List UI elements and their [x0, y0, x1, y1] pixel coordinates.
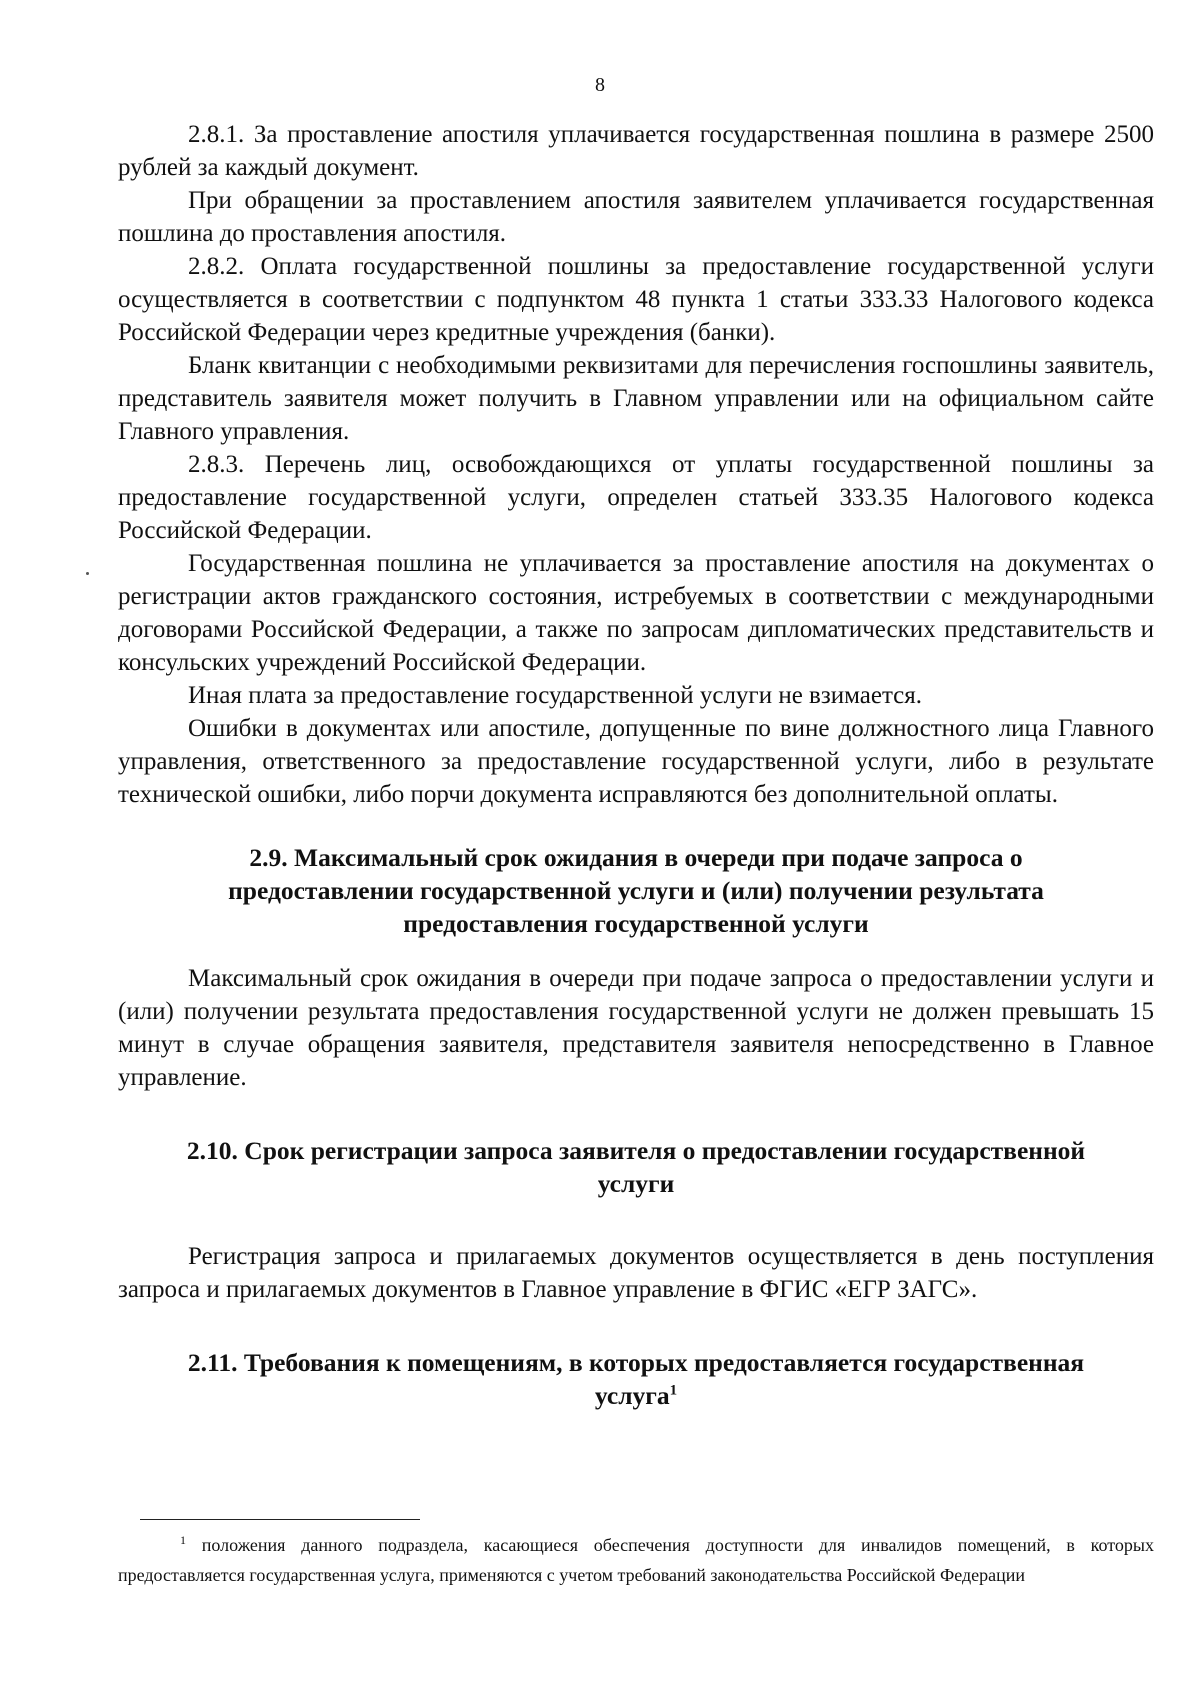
paragraph-receipt-form: Бланк квитанции с необходимыми реквизитами для перечисления госпошлины заявитель, представитель заявителя может получить в Главном управлении или на официальном сайте Главного управления. [118, 352, 1154, 445]
document-body [118, 118, 1154, 1412]
paragraph-2-8-1: 2.8.1. За проставление апостиля уплачивается государственная пошлина в размере 2500 рублей за каждый документ. [118, 121, 1154, 181]
page-number: 8 [595, 74, 605, 96]
paragraph-fee-exemption: Государственная пошлина не уплачивается за проставление апостиля на документах о регистрации актов гражданского состояния, истребуемых в соответствии с международными договорами Российской Федерации, а также по запросам дипломатических представительств и консульских учреждений Российской Федерации. [118, 550, 1154, 676]
footnote-reference: 1 [669, 1382, 678, 1399]
scan-speck [86, 572, 89, 575]
paragraph-2-8-3: 2.8.3. Перечень лиц, освобождающихся от уплаты государственной пошлины за предоставление государственной услуги, определен статьей 333.35 Налогового кодекса Российской Федерации. [118, 451, 1154, 544]
paragraph-apostille-fee-timing: При обращении за проставлением апостиля заявителем уплачивается государственная пошлина до проставления апостиля. [118, 187, 1154, 247]
section-2-10-heading: 2.10. Срок регистрации запроса заявителя о предоставлении государственной услуги [186, 1136, 1086, 1198]
paragraph-no-other-fee: Иная плата за предоставление государственной услуги не взимается. [188, 682, 923, 709]
paragraph-2-8-2: 2.8.2. Оплата государственной пошлины за предоставление государственной услуги осуществляется в соответствии с подпунктом 48 пункта 1 статьи 333.33 Налогового кодекса Российской Федерации через кредитные учреждения (банки). [118, 253, 1154, 346]
footnote [118, 1530, 1154, 1590]
footnote-mark: 1 [180, 1533, 186, 1547]
section-2-11-heading-text: 2.11. Требования к помещениям, в которых предоставляется государственная услуга [187, 1348, 1085, 1410]
paragraph-errors-correction: Ошибки в документах или апостиле, допущенные по вине должностного лица Главного управления, ответственного за предоставление государственной услуги, либо в результате технической ошибки, либо порчи документа исправляются без дополнительной оплаты. [118, 715, 1154, 808]
section-2-9-text: Максимальный срок ожидания в очереди при подаче запроса о предоставлении услуги и (или) получении результата предоставления государственной услуги не должен превышать 15 минут в случае обращения заявителя, представителя заявителя непосредственно в Главное управление. [118, 965, 1154, 1091]
footnote-text: положения данного подраздела, касающиеся обеспечения доступности для инвалидов помещений, в которых предоставляется государственная услуга, применяются с учетом требований законодательства Российской Федерации [118, 1535, 1154, 1585]
footnote-divider [140, 1519, 420, 1520]
section-2-9-heading: 2.9. Максимальный срок ожидания в очереди при подаче запроса о предоставлении государственной услуги и (или) получении результата предоставления государственной услуги [228, 843, 1044, 938]
section-2-11-heading [118, 1346, 1154, 1412]
section-2-10-text: Регистрация запроса и прилагаемых документов осуществляется в день поступления запроса и прилагаемых документов в Главное управление в ФГИС «ЕГР ЗАГС». [118, 1243, 1154, 1303]
